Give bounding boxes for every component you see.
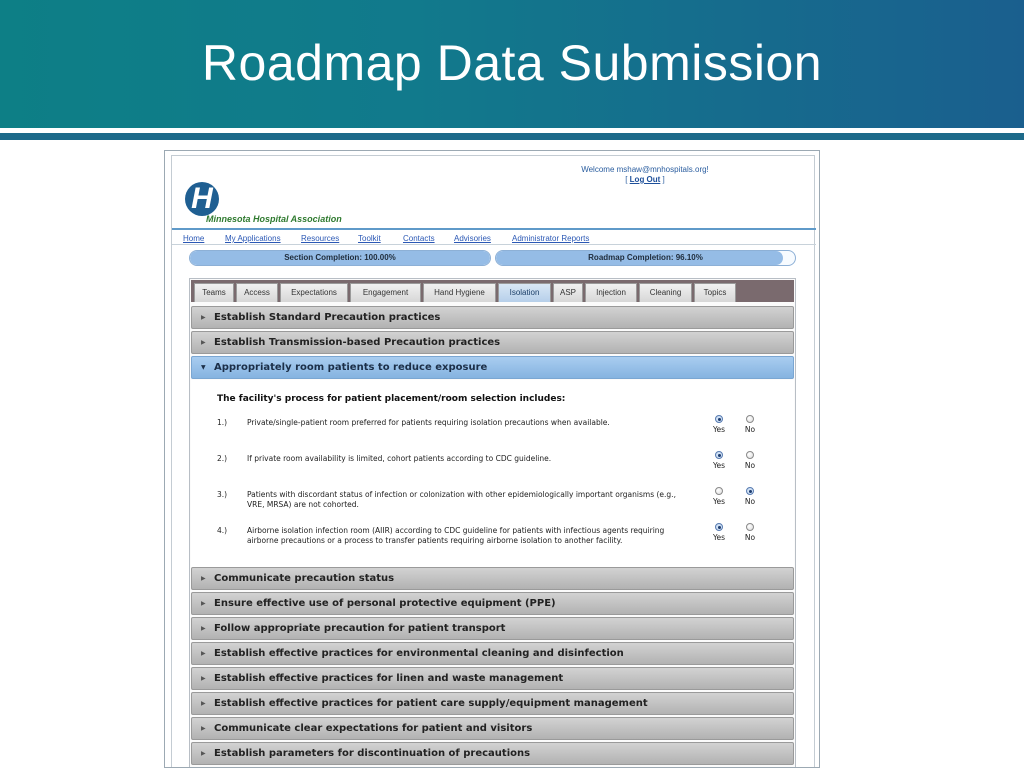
- nav-advisories[interactable]: Advisories: [454, 234, 491, 243]
- section-linen-waste[interactable]: ▶ Establish effective practices for linen and waste management: [191, 667, 794, 690]
- nav-contacts[interactable]: Contacts: [403, 234, 435, 243]
- nav-home[interactable]: Home: [183, 234, 205, 243]
- section-room-patients[interactable]: ▼ Appropriately room patients to reduce exposure: [191, 356, 794, 379]
- question-number: 4.): [217, 526, 228, 535]
- welcome-text: Welcome mshaw@mnhospitals.org!: [581, 165, 709, 174]
- q2-no-label: No: [744, 461, 756, 470]
- logout-link[interactable]: Log Out: [629, 175, 661, 184]
- tab-teams[interactable]: Teams: [194, 283, 234, 302]
- header-divider-accent: [0, 133, 1024, 140]
- section-environmental-cleaning[interactable]: ▶ Establish effective practices for environmental cleaning and disinfection: [191, 642, 794, 665]
- chevron-right-icon: ▶: [201, 750, 206, 757]
- chevron-right-icon: ▶: [201, 675, 206, 682]
- chevron-right-icon: ▶: [201, 600, 206, 607]
- slide-header: [0, 0, 1024, 128]
- tab-hand-hygiene[interactable]: Hand Hygiene: [423, 283, 496, 302]
- section-supply-equipment[interactable]: ▶ Establish effective practices for patient care supply/equipment management: [191, 692, 794, 715]
- section-completion-label: Section Completion: 100.00%: [284, 253, 396, 262]
- tab-topics[interactable]: Topics: [694, 283, 736, 302]
- nav-my-applications[interactable]: My Applications: [225, 234, 281, 243]
- q3-no-radio[interactable]: [746, 487, 754, 495]
- tab-injection[interactable]: Injection: [585, 283, 637, 302]
- q1-no-radio[interactable]: [746, 415, 754, 423]
- question-number: 2.): [217, 454, 228, 463]
- tab-expectations[interactable]: Expectations: [280, 283, 348, 302]
- tab-bar: [191, 280, 794, 302]
- chevron-right-icon: ▶: [201, 700, 206, 707]
- nav-divider: [172, 244, 816, 245]
- questions-area: [191, 380, 794, 584]
- app-window: [171, 155, 815, 768]
- chevron-right-icon: ▶: [201, 339, 206, 346]
- section-patient-transport[interactable]: ▶ Follow appropriate precaution for patient transport: [191, 617, 794, 640]
- question-text: If private room availability is limited, cohort patients according to CDC guideline.: [247, 454, 552, 463]
- nav-administrator-reports[interactable]: Administrator Reports: [512, 234, 590, 243]
- chevron-right-icon: ▶: [201, 625, 206, 632]
- header-line: [172, 228, 816, 230]
- chevron-right-icon: ▶: [201, 314, 206, 321]
- q4-yes-label: Yes: [712, 533, 726, 542]
- question-text: Airborne isolation infection room (AIIR) according to CDC guideline for patients with infectious agents requiring airborne precautions or a process to transfer patients requiring airborne isolation to another facility.: [247, 526, 665, 545]
- slide-title: Roadmap Data Submission: [201, 35, 823, 91]
- section-completion-bar: [189, 250, 491, 266]
- app-screenshot: [164, 150, 820, 768]
- q3-yes-label: Yes: [712, 497, 726, 506]
- question-number: 1.): [217, 418, 228, 427]
- roadmap-completion-bar: [495, 250, 796, 266]
- chevron-right-icon: ▶: [201, 650, 206, 657]
- question-text: Private/single-patient room preferred for patients requiring isolation precautions when available.: [247, 418, 610, 427]
- q3-no-label: No: [744, 497, 756, 506]
- chevron-right-icon: ▶: [201, 575, 206, 582]
- tab-asp[interactable]: ASP: [553, 283, 583, 302]
- roadmap-panel: [189, 278, 796, 768]
- section-discontinuation[interactable]: ▶ Establish parameters for discontinuation of precautions: [191, 742, 794, 765]
- q4-no-radio[interactable]: [746, 523, 754, 531]
- q4-yes-radio[interactable]: [715, 523, 723, 531]
- roadmap-completion-label: Roadmap Completion: 96.10%: [588, 253, 703, 262]
- chevron-down-icon: ▼: [201, 364, 206, 371]
- q2-no-radio[interactable]: [746, 451, 754, 459]
- chevron-right-icon: ▶: [201, 725, 206, 732]
- q1-no-label: No: [744, 425, 756, 434]
- tab-cleaning[interactable]: Cleaning: [639, 283, 692, 302]
- tab-isolation[interactable]: Isolation: [498, 283, 551, 302]
- q4-no-label: No: [744, 533, 756, 542]
- section-standard-precaution[interactable]: ▶ Establish Standard Precaution practices: [191, 306, 794, 329]
- mha-logo-icon: H: [185, 182, 219, 216]
- section-ppe[interactable]: ▶ Ensure effective use of personal protective equipment (PPE): [191, 592, 794, 615]
- section-patient-visitors[interactable]: ▶ Communicate clear expectations for patient and visitors: [191, 717, 794, 740]
- q1-yes-label: Yes: [712, 425, 726, 434]
- q2-yes-radio[interactable]: [715, 451, 723, 459]
- q3-yes-radio[interactable]: [715, 487, 723, 495]
- org-name: Minnesota Hospital Association: [206, 214, 342, 224]
- nav-toolkit[interactable]: Toolkit: [358, 234, 381, 243]
- q1-yes-radio[interactable]: [715, 415, 723, 423]
- section-transmission-based[interactable]: ▶ Establish Transmission-based Precaution practices: [191, 331, 794, 354]
- welcome-block: Welcome mshaw@mnhospitals.org! [ Log Out ]: [570, 165, 720, 185]
- question-number: 3.): [217, 490, 228, 499]
- questions-intro: The facility's process for patient placement/room selection includes:: [217, 394, 566, 404]
- tab-engagement[interactable]: Engagement: [350, 283, 421, 302]
- q2-yes-label: Yes: [712, 461, 726, 470]
- tab-access[interactable]: Access: [236, 283, 278, 302]
- nav-resources[interactable]: Resources: [301, 234, 340, 243]
- section-communicate-precaution[interactable]: ▶ Communicate precaution status: [191, 567, 794, 590]
- question-text: Patients with discordant status of infection or colonization with other epidemiologically important organisms (e.g., VRE, MRSA) are not cohorted.: [247, 490, 676, 509]
